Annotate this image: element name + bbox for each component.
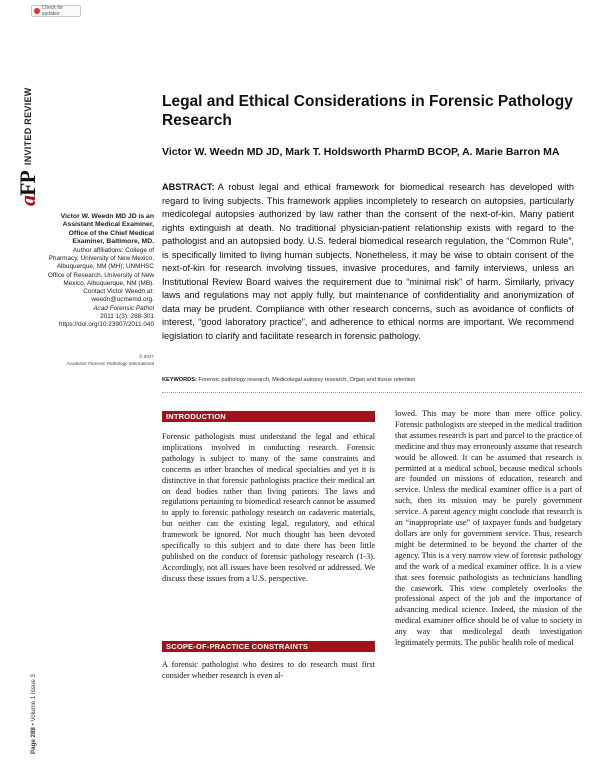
author-sidebar (46, 213, 154, 330)
divider (162, 392, 582, 393)
article-title: Legal and Ethical Considerations in Forensic Pathology Research (162, 93, 573, 129)
citation-detail: 2011 1(3): 288-301 (100, 313, 154, 320)
check-for-updates-badge[interactable] (31, 5, 81, 17)
scope-text: A forensic pathologist who desires to do research must first consider whether research is even al- (162, 660, 375, 680)
page-number: Page 288 (30, 727, 37, 754)
page-footer: Page 288 • Volume 1 Issue 3 (30, 674, 37, 754)
copyright (30, 354, 154, 367)
journal-masthead (15, 56, 40, 206)
keywords-label: KEYWORDS: (162, 377, 197, 383)
introduction-text: Forensic pathologists must understand the legal and ethical implications involved in conducting research. Forensic pathology is subject to many of the same constraints and concerns as other branches of medical specialties and yet it is distinctive in that forensic pathologists practice their medical art on dead bodies rather than living patients. The laws and regulations pertaining to biomedical research cannot be assumed to apply to forensic pathology research on cadaveric materials, but neither can the existing legal, regulatory, and ethical framework be ignored. Not much thought has been devoted specifically to this subject and to date there has been little published on the conduct of forensic pathology research (1-3). Accordingly, not all issues have been resolved or addressed. We discuss these issues from a U.S. perspective. (162, 432, 375, 583)
abstract-label: ABSTRACT: (162, 182, 215, 192)
doi-link[interactable]: https://doi.org/10.23907/2011.040 (58, 321, 154, 329)
badge-label: Check for updates (41, 5, 64, 17)
copyright-holder: Academic Forensic Pathology International (66, 360, 154, 366)
citation-journal: Acad Forensic Pathol (93, 304, 154, 312)
keywords-text: Forensic pathology research, Medicolegal autopsy research, Organ and tissue retention (198, 377, 416, 383)
introduction-heading: INTRODUCTION (162, 411, 375, 422)
scope-heading: SCOPE-OF-PRACTICE CONSTRAINTS (162, 641, 375, 652)
abstract-text: A robust legal and ethical framework for biomedical research has developed with regard to living subjects. This framework applies incompletely to research on autopsies, particularly medicolegal autopsies authorized by law rather than the consent of the next-of-kin. Many patient rights extinguish at death. No traditional physician-patient relationship exists with regard to the pathologist and an autopsied body. U.S. federal biomedical research regulation, the “Common Rule”, is specifically limited to living human subjects. Nonetheless, it may be wise to obtain consent of the next-of-kin for research involving tissues, invasive procedures, and family interviews, unless an Institutional Review Board waives the requirement due to “minimal risk” of harm. Similarly, privacy laws and regulations may not apply fully, but maintenance of confidentiality and anonymization of data may be prudent. Compliance with other research concerns, such as avoidance of conflicts of interest, “good laboratory practice”, and adherence to ethical norms are important. We recommend legislation to clarify and facilitate research in forensic pathology. (162, 182, 574, 341)
author-list: Victor W. Weedn MD JD, Mark T. Holdsworth PharmD BCOP, A. Marie Barron MA (162, 146, 560, 158)
copyright-year: © 2017 (139, 354, 154, 359)
section-label: INVITED REVIEW (23, 87, 33, 166)
keywords (162, 377, 582, 383)
update-icon (34, 8, 40, 14)
journal-logo: aFP (15, 171, 40, 206)
right-column-text: lowed. This may be more than mere office policy. Forensic pathologists are steeped in the medical tradition that assumes research is part and parcel to the practice of medicine and thus may erroneously assume that research would be allowed. It can be assumed that research is permitted at a medical school, because medical schools are founded on missions of education, research and service. Unless the medical examiner office is a part of such, then its mission may be purely government service. A parent agency might conclude that research is an “inappropriate use” of taxpayer funds and budgetary dollars are only for government service. Thus, research might be determined to be beyond the charter of the agency. This is a very narrow view of forensic pathology and the work of a medical examiner office. It is a view that sees forensic pathologists as technicians handling the casework. This view completely overlooks the professional aspect of the job and the importance of advancing medical science. Indeed, the mission of the medical examiner office should be of value to society in any way that medicolegal death investigation legitimately permits. The public health role of medical (395, 409, 582, 648)
contact-info[interactable]: Contact Victor Weedn at: weedn@ocmemd.org. (83, 288, 154, 304)
author-bio: Victor W. Weedn MD JD is an Assistant Medical Examiner, Office of the Chief Medical Examiner, Baltimore, MD. (60, 213, 154, 246)
abstract (162, 181, 574, 343)
volume-issue: Volume 1 Issue 3 (30, 674, 37, 722)
author-affiliations: Author affiliations: College of Pharmacy, University of New Mexico, Albuquerque, NM (MH); UNMHSC Office of Research, University of New Mexico, Albuquerque, NM (MB). (47, 246, 154, 287)
